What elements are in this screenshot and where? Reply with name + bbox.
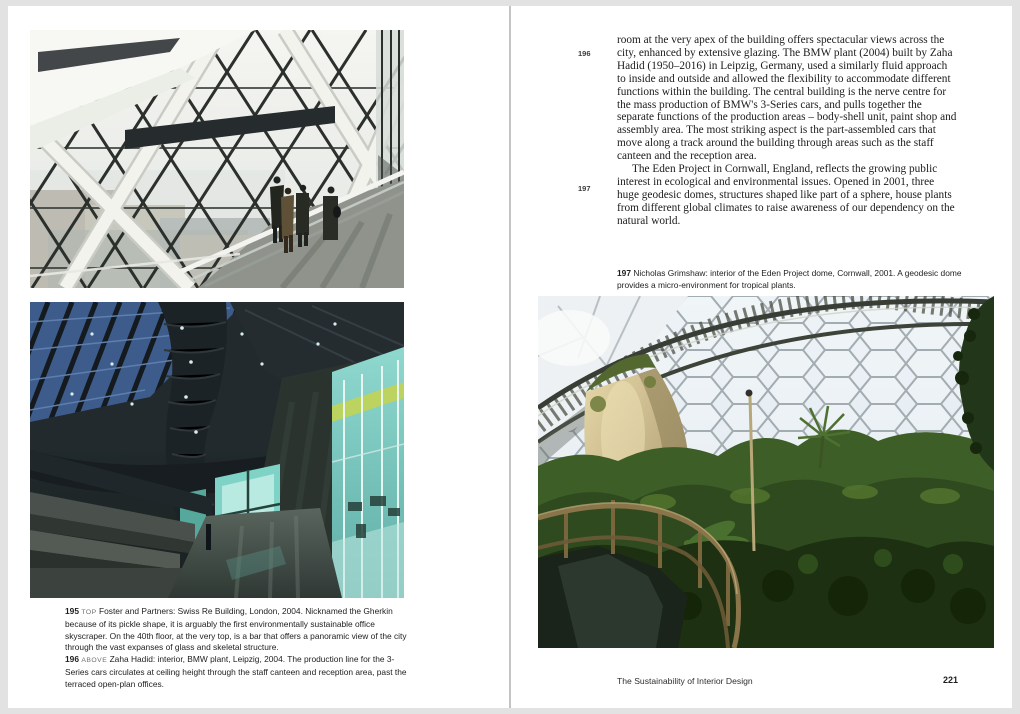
swiss-re-illustration [30,30,404,288]
caption-196-number: 196 [65,654,79,665]
caption-195-text: Foster and Partners: Swiss Re Building, London, 2004. Nicknamed the Gherkin because of its pickle shape, it is arguably the first environmentally sustainable office skyscraper. On the 40th floor, at the very top, is a bar that offers a panoramic view of the city through the vast expanses of glass and skeletal structure. [65,606,407,653]
gutter-line [509,6,511,708]
caption-196 [65,654,412,690]
bmw-plant-illustration [30,302,404,598]
photo-eden-project-dome [538,296,994,648]
margin-figure-ref-196: 196 [578,49,591,58]
eden-dome-illustration [538,296,994,648]
body-paragraph-eden: The Eden Project in Cornwall, England, reflects the growing public interest in ecological and environmental issues. Opened in 2001, three huge geodesic domes, structures shaped like part of a sphere, house plants from different global climates to raise awareness of our dependency on the natural world. [617,163,955,227]
page-number: 221 [942,675,958,685]
caption-197-text: Nicholas Grimshaw: interior of the Eden Project dome, Cornwall, 2001. A geodesic dome provides a micro-environment for tropical plants. [617,268,962,290]
caption-197 [617,268,991,292]
caption-196-position-label: ABOVE [81,657,108,665]
caption-195 [65,606,412,654]
margin-figure-ref-197: 197 [578,184,591,193]
caption-196-text: Zaha Hadid: interior, BMW plant, Leipzig, 2004. The production line for the 3-Series cars circulates at ceiling height through the staff canteen and reception area, past the terraced open-plan offices. [65,654,407,689]
body-text-column [617,34,957,228]
caption-195-position-label: TOP [81,609,97,616]
running-title: The Sustainability of Interior Design [617,676,753,686]
body-paragraph-bmw: room at the very apex of the building offers spectacular views across the city, enhanced by extensive glazing. The BMW plant (2004) built by Zaha Hadid (1950–2016) in Leipzig, Germany, used a similarly fluid approach to inside and outside and allowed the flexibility to accommodate different functions within the building. The central building is the nerve centre for the mass production of BMW's 3-Series cars, and pulls together the separate functions of the production areas – body-shell unit, paint shop and assembly area. The most striking aspect is the part-assembled cars that move along a track around the building through areas such as the staff canteen and the reception area. [617,34,957,163]
captions-left [65,606,412,691]
caption-197-number: 197 [617,268,631,278]
caption-195-number: 195 [65,606,79,616]
photo-bmw-plant-interior [30,302,404,598]
photo-swiss-re-interior [30,30,404,288]
